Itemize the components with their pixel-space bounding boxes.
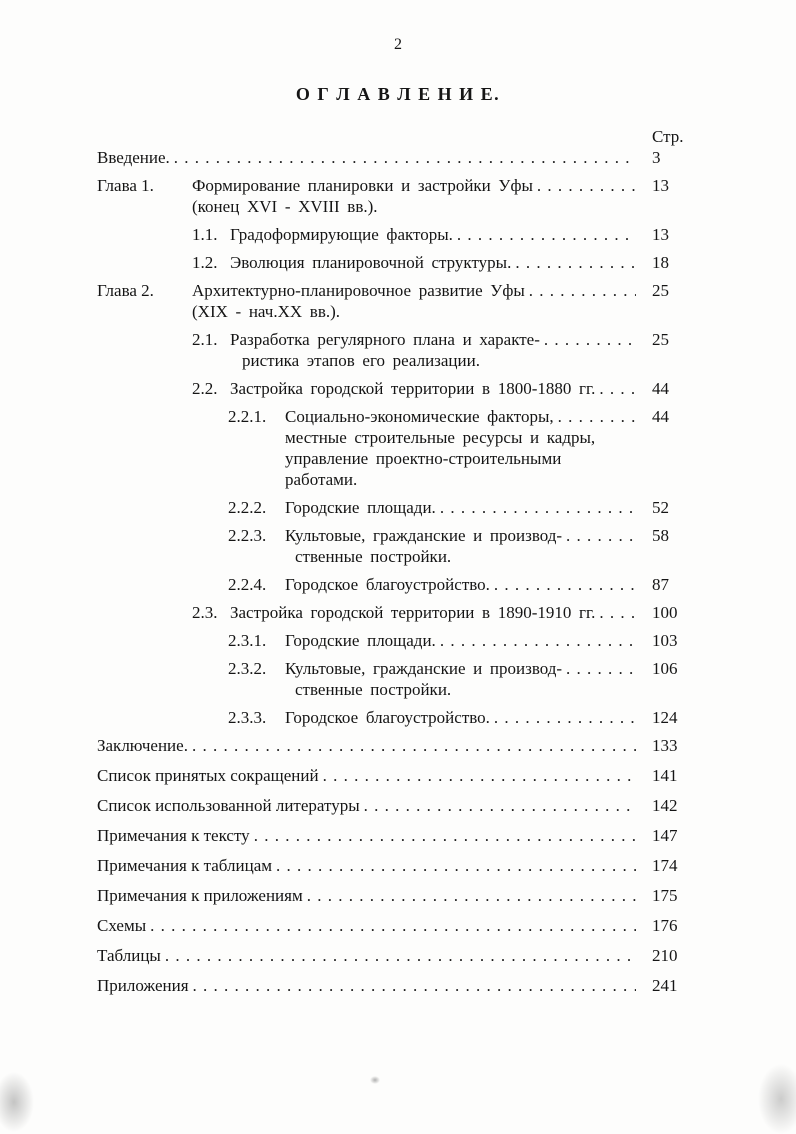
dot-leader [494, 707, 636, 728]
toc-entry-text: ристика этапов его реализации. [242, 351, 480, 370]
toc-entry-page: 124 [652, 708, 678, 727]
toc-content [97, 126, 696, 996]
toc-entry [97, 885, 696, 906]
toc-entry-label: 2.3.1. [228, 631, 267, 650]
toc-entry-page: 133 [652, 736, 678, 755]
toc-entry-text: (XIX - нач.XX вв.). [192, 302, 341, 321]
dot-leader [529, 280, 636, 301]
toc-entry-continuation [228, 546, 696, 567]
toc-entry-text: Примечания к таблицам [97, 856, 273, 875]
toc-entry-text: управление проектно-строительными [285, 449, 562, 468]
toc-entry-label: 2.2.1. [228, 407, 267, 426]
dot-leader [558, 406, 636, 427]
toc-entry-page: 241 [652, 976, 678, 995]
dot-leader [276, 855, 636, 876]
toc-entry-line [97, 945, 696, 966]
toc-entry [97, 915, 696, 936]
toc-entry [97, 855, 696, 876]
dot-leader [165, 945, 636, 966]
toc-entry [97, 975, 696, 996]
dot-leader [193, 975, 636, 996]
toc-entry-continuation [228, 679, 696, 700]
dot-leader [599, 602, 636, 623]
toc-entry-text: местные строительные ресурсы и кадры, [285, 428, 596, 447]
toc-entry-line [192, 252, 696, 273]
toc-entry-label: 1.1. [192, 225, 218, 244]
toc-entry-label: 2.2.2. [228, 498, 267, 517]
toc-entry [97, 658, 696, 700]
toc-entry-line [228, 497, 696, 518]
toc-entry [97, 329, 696, 371]
toc-entry-page: 141 [652, 766, 678, 785]
toc-entry-page: 44 [652, 379, 669, 398]
toc-entry [97, 378, 696, 399]
toc-entry-line [97, 280, 696, 301]
dot-leader [307, 885, 636, 906]
dot-leader [544, 329, 636, 350]
toc-entry [97, 497, 696, 518]
toc-entry-text: Примечания к приложениям [97, 886, 303, 905]
dot-leader [599, 378, 636, 399]
toc-entry-text: Таблицы [97, 946, 161, 965]
toc-entry-page: 13 [652, 176, 669, 195]
toc-entry-continuation [228, 469, 696, 490]
toc-entry-text: Список принятых сокращений [97, 766, 319, 785]
toc-entry-line [97, 765, 696, 786]
dot-leader [566, 525, 636, 546]
toc-entry-line [228, 406, 696, 427]
toc-entry-text: Культовые, гражданские и производ- [285, 659, 563, 678]
toc-entry-label: 2.2. [192, 379, 218, 398]
toc-entry [97, 574, 696, 595]
dot-leader [566, 658, 636, 679]
toc-entry-line [192, 602, 696, 623]
toc-entry-line [97, 855, 696, 876]
toc-entry-text: Схемы [97, 916, 147, 935]
toc-entry-line [228, 707, 696, 728]
toc-entry-page: 147 [652, 826, 678, 845]
toc-entry-text: работами. [285, 470, 358, 489]
toc-entry-text: Разработка регулярного плана и характе- [230, 330, 540, 349]
toc-entry-text: Застройка городской территории в 1800-1880 гг. [230, 379, 596, 398]
dot-leader [537, 175, 636, 196]
toc-entry-line [97, 825, 696, 846]
dot-leader [440, 497, 636, 518]
toc-entry-page: 18 [652, 253, 669, 272]
toc-entry-page: 100 [652, 603, 678, 622]
toc-entry-line [192, 378, 696, 399]
toc-entry-line [97, 147, 696, 168]
page-title: О Г Л А В Л Е Н И Е. [295, 84, 501, 104]
toc-entry-continuation [97, 301, 696, 322]
toc-entry-page: 25 [652, 281, 669, 300]
toc-entry-text: ственные постройки. [295, 547, 452, 566]
toc-entry [97, 945, 696, 966]
toc-entry-label: 2.3.3. [228, 708, 267, 727]
toc-entry-label: 2.2.4. [228, 575, 267, 594]
toc-entry-continuation [192, 350, 696, 371]
toc-entry-page: 210 [652, 946, 678, 965]
toc-entry-label: 2.3. [192, 603, 218, 622]
toc-entry-text: Городское благоустройство. [285, 708, 490, 727]
toc-entry [97, 707, 696, 728]
toc-entry-label: Глава 2. [97, 281, 154, 300]
toc-entry-text: Градоформирующие факторы. [230, 225, 453, 244]
page-column-header-row [97, 126, 696, 147]
toc-entry-text: Архитектурно-планировочное развитие Уфы [192, 281, 525, 300]
dot-leader [174, 147, 636, 168]
toc-entry-page: 106 [652, 659, 678, 678]
toc-entry-page: 13 [652, 225, 669, 244]
toc-entry-text: Приложения [97, 976, 189, 995]
toc-entry-text: Примечания к тексту [97, 826, 250, 845]
dot-leader [150, 915, 636, 936]
toc-entry-text: Городские площади. [285, 498, 436, 517]
toc-entry-line [97, 975, 696, 996]
toc-entry-text: Застройка городской территории в 1890-1910 гг. [230, 603, 596, 622]
toc-entry-line [228, 525, 696, 546]
toc-entry-page: 87 [652, 575, 669, 594]
dot-leader [457, 224, 636, 245]
toc-entry [97, 252, 696, 273]
dot-leader [515, 252, 636, 273]
toc-entry-page: 58 [652, 526, 669, 545]
toc-entry-line [228, 658, 696, 679]
toc-entry-line [192, 224, 696, 245]
toc-entry-label: 2.2.3. [228, 526, 267, 545]
toc-entry [97, 765, 696, 786]
toc-entry [97, 147, 696, 168]
toc-entry-page: 52 [652, 498, 669, 517]
toc-entry [97, 224, 696, 245]
toc-entry-text: Городское благоустройство. [285, 575, 490, 594]
toc-entry-text: (конец XVI - XVIII вв.). [192, 197, 378, 216]
toc-entry-text: Заключение. [97, 736, 188, 755]
toc-entry-continuation [228, 448, 696, 469]
scan-artifact [0, 1072, 34, 1132]
toc-entry-text: Культовые, гражданские и производ- [285, 526, 563, 545]
toc-entry-line [228, 630, 696, 651]
toc-entry-label: 1.2. [192, 253, 218, 272]
dot-leader [440, 630, 636, 651]
toc-entry-line [97, 885, 696, 906]
dot-leader [364, 795, 636, 816]
toc-entry-page: 44 [652, 407, 669, 426]
toc-entry-text: Введение. [97, 148, 170, 167]
dot-leader [323, 765, 636, 786]
page-number: 2 [394, 36, 402, 53]
dot-leader [254, 825, 636, 846]
toc-entry-page: 175 [652, 886, 678, 905]
toc-entry-text: Городские площади. [285, 631, 436, 650]
toc-entry-page: 3 [652, 148, 661, 167]
toc-entry-text: Социально-экономические факторы, [285, 407, 554, 426]
toc-entry-line [192, 329, 696, 350]
toc-entry-page: 174 [652, 856, 678, 875]
toc-entry-page: 142 [652, 796, 678, 815]
toc-entry [97, 825, 696, 846]
toc-list [97, 147, 696, 996]
toc-entry-line [97, 175, 696, 196]
toc-entry [97, 602, 696, 623]
toc-entry [97, 280, 696, 322]
toc-entry-page: 103 [652, 631, 678, 650]
dot-leader [192, 735, 636, 756]
toc-entry-label: 2.3.2. [228, 659, 267, 678]
toc-entry-page: 25 [652, 330, 669, 349]
toc-entry [97, 175, 696, 217]
toc-entry-text: Эволюция планировочной структуры. [230, 253, 512, 272]
toc-entry-text: Список использованной литературы [97, 796, 360, 815]
toc-entry [97, 525, 696, 567]
toc-entry [97, 735, 696, 756]
toc-entry-text: ственные постройки. [295, 680, 452, 699]
toc-entry-page: 176 [652, 916, 678, 935]
toc-entry-continuation [228, 427, 696, 448]
toc-entry-continuation [97, 196, 696, 217]
scan-artifact [370, 1076, 380, 1084]
toc-entry-label: 2.1. [192, 330, 218, 349]
toc-entry-line [97, 915, 696, 936]
toc-entry [97, 795, 696, 816]
toc-entry [97, 406, 696, 490]
toc-entry-line [97, 735, 696, 756]
page-column-header: Стр. [652, 127, 684, 146]
toc-entry-line [228, 574, 696, 595]
toc-entry-label: Глава 1. [97, 176, 154, 195]
toc-entry-text: Формирование планировки и застройки Уфы [192, 176, 533, 195]
dot-leader [494, 574, 636, 595]
toc-entry [97, 630, 696, 651]
toc-entry-line [97, 795, 696, 816]
